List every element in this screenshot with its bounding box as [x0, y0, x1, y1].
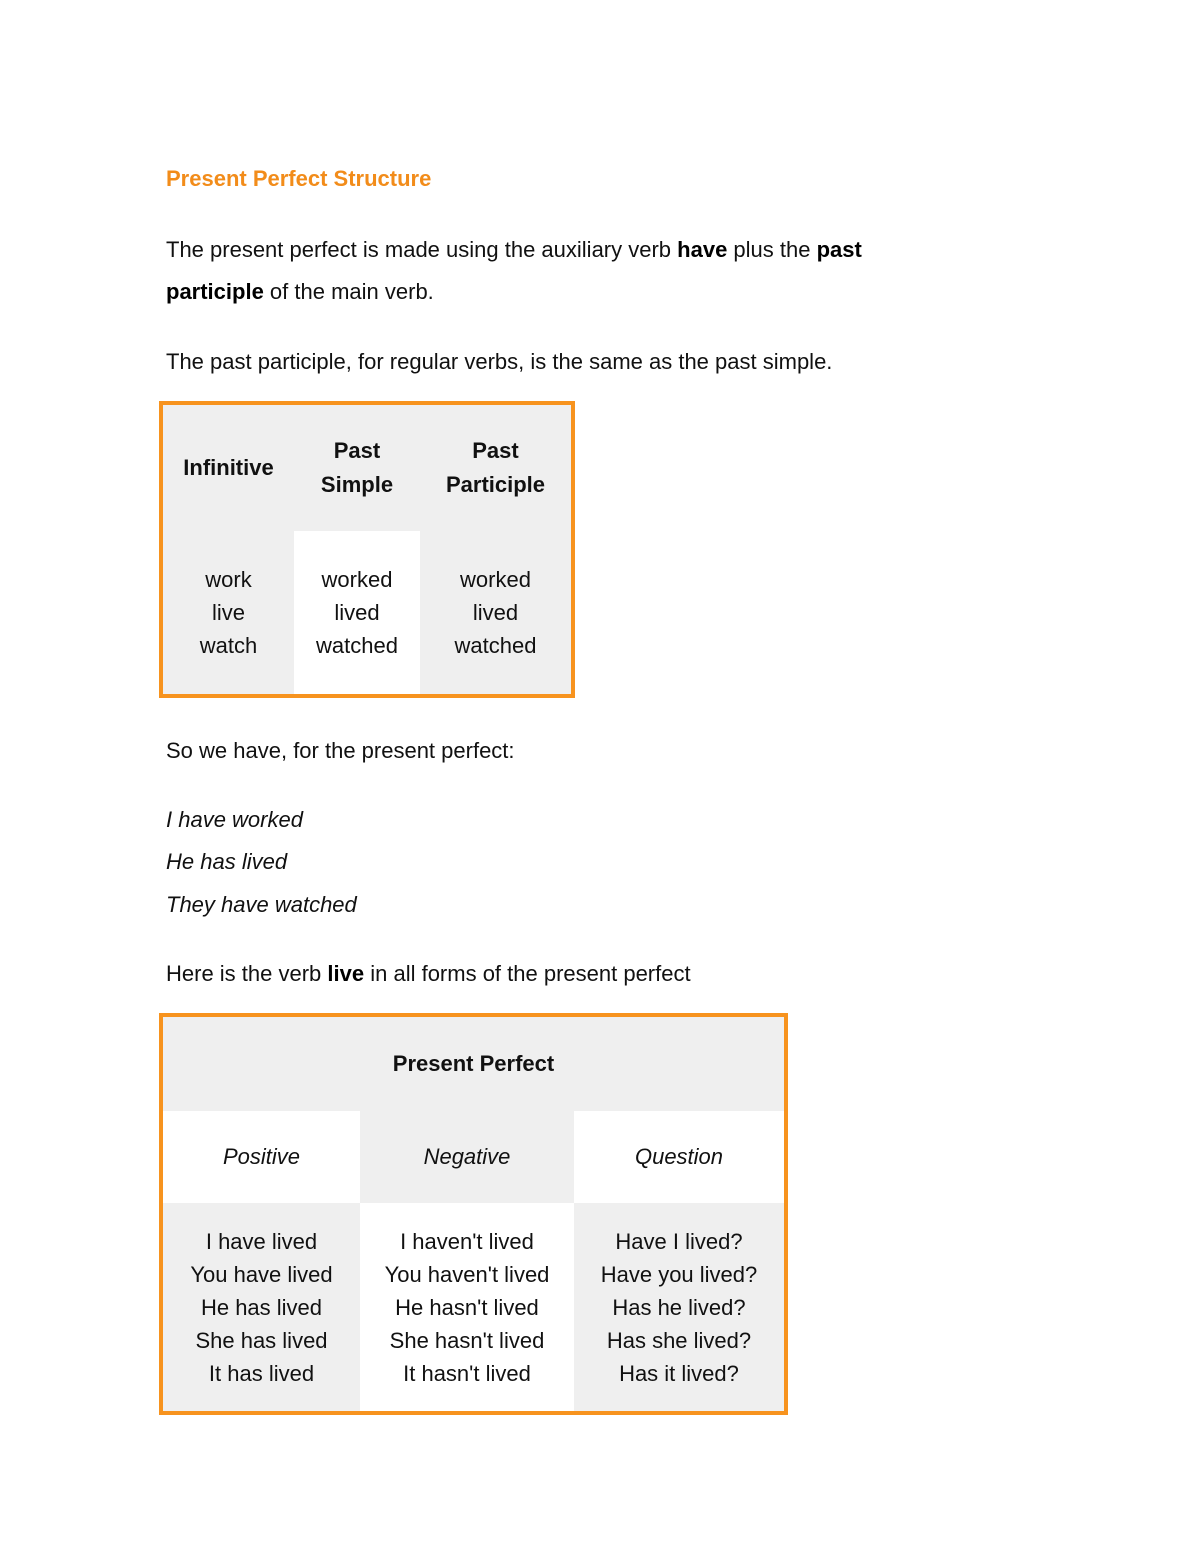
- table-cell: I haven't lived: [400, 1228, 534, 1254]
- example-3: They have watched: [166, 892, 357, 917]
- table-cell: Has it lived?: [619, 1360, 739, 1386]
- table-cell: Has he lived?: [612, 1294, 746, 1320]
- table-cell: watched: [316, 633, 398, 658]
- here-is-text-2: in all forms of the present perfect: [364, 961, 691, 986]
- table-cell: work: [205, 567, 252, 592]
- header-infinitive-label: Infinitive: [183, 455, 274, 480]
- table-cell: lived: [334, 600, 380, 625]
- table-cell: worked: [460, 567, 531, 592]
- table-cell: He hasn't lived: [395, 1294, 539, 1320]
- table-cell: worked: [321, 567, 393, 592]
- intro-paragraph: [166, 229, 946, 313]
- here-is-text: [166, 953, 946, 995]
- past-simple-column: [294, 531, 420, 694]
- column-negative: [360, 1111, 574, 1203]
- header-infinitive: [163, 405, 294, 531]
- header-past-simple-line2: Simple: [320, 472, 394, 497]
- negative-forms: [360, 1203, 574, 1411]
- header-past-simple-line1: Past: [333, 438, 381, 463]
- keyword-have: have: [677, 237, 728, 262]
- table-cell: Have you lived?: [600, 1261, 758, 1287]
- table-cell: watch: [199, 633, 258, 658]
- column-question-label: Question: [634, 1144, 724, 1169]
- table-cell: She hasn't lived: [389, 1327, 545, 1353]
- infinitive-column: [163, 531, 294, 694]
- table-cell: It hasn't lived: [403, 1360, 531, 1386]
- table-cell: lived: [472, 600, 519, 625]
- table-cell: It has lived: [208, 1360, 315, 1386]
- positive-forms: [163, 1203, 360, 1411]
- column-question: [574, 1111, 784, 1203]
- table-cell: watched: [454, 633, 537, 658]
- verb-forms-table: [159, 401, 575, 698]
- example-2: He has lived: [166, 849, 288, 874]
- keyword-past-participle: past participle: [166, 237, 862, 304]
- table-title-label: Present Perfect: [392, 1051, 555, 1076]
- past-participle-note: The past participle, for regular verbs, is the same as the past simple.: [166, 349, 833, 374]
- column-positive-label: Positive: [222, 1144, 301, 1169]
- column-negative-label: Negative: [423, 1144, 511, 1169]
- present-perfect-table: [159, 1013, 788, 1415]
- keyword-live: live: [327, 961, 365, 986]
- example-1: I have worked: [166, 807, 303, 832]
- header-past-simple: [294, 405, 420, 531]
- header-past-participle-line2: Participle: [445, 472, 546, 497]
- table-cell: Have I lived?: [615, 1228, 743, 1254]
- so-we-have-text: So we have, for the present perfect:: [166, 738, 515, 763]
- table-title: [163, 1017, 784, 1111]
- intro-text-1: The present perfect is made using the auxiliary verb: [166, 237, 678, 262]
- table-cell: You have lived: [190, 1261, 333, 1287]
- table-cell: live: [211, 600, 245, 625]
- table-cell: He has lived: [200, 1294, 323, 1320]
- intro-text-3: of the main verb.: [263, 279, 434, 304]
- table-cell: Has she lived?: [606, 1327, 752, 1353]
- page-title: Present Perfect Structure: [166, 166, 432, 191]
- table-cell: She has lived: [195, 1327, 328, 1353]
- table-cell: You haven't lived: [384, 1261, 550, 1287]
- intro-text-2: plus the: [727, 237, 817, 262]
- table-cell: I have lived: [205, 1228, 318, 1254]
- header-past-participle: [420, 405, 571, 531]
- header-past-participle-line1: Past: [472, 438, 519, 463]
- column-positive: [163, 1111, 360, 1203]
- question-forms: [574, 1203, 784, 1411]
- here-is-text-1: Here is the verb: [166, 961, 328, 986]
- past-participle-column: [420, 531, 571, 694]
